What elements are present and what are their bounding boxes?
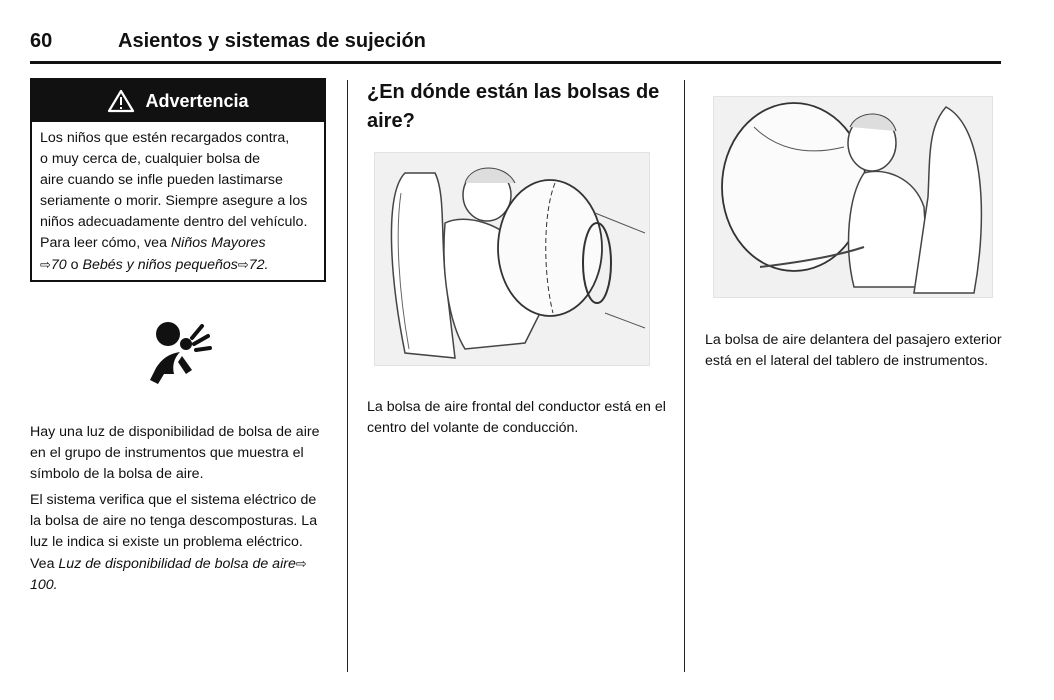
warning-ref1-link[interactable]: Niños Mayores (170, 235, 266, 251)
warning-box (30, 78, 326, 282)
paragraph: El sistema verifica que el sistema eléctrico de la bolsa de aire no tenga descomposturas. La luz le indica si existe un problema eléctrico. Vea Luz de disponibilidad de bolsa de aire⇨ 100. (30, 492, 318, 593)
column1-text (30, 422, 330, 601)
warning-line: seriamente o morir. Siempre asegure a los (40, 193, 308, 209)
warning-line: Los niños que estén recargados contra, (40, 130, 290, 146)
warning-line: ⇨70 o Bebés y niños pequeños⇨72. (40, 257, 269, 273)
reference-arrow-icon: ⇨ (237, 257, 249, 272)
passenger-airbag-illustration (713, 96, 993, 298)
reference-arrow-icon: ⇨ (295, 556, 307, 571)
airbag-light-ref-link[interactable]: Luz de disponibilidad de bolsa de aire (58, 556, 296, 572)
paragraph: Hay una luz de disponibilidad de bolsa de aire en el grupo de instrumentos que muestra el símbolo de la bolsa de aire. (30, 424, 320, 482)
airbag-symbol-icon (146, 318, 216, 388)
section-title: ¿En dónde están las bolsas de aire? (367, 81, 660, 132)
warning-header (32, 80, 324, 122)
warning-body (32, 122, 324, 276)
warning-title: Advertencia (145, 90, 249, 111)
driver-airbag-caption: La bolsa de aire frontal del conductor está en el centro del volante de conducción. (367, 399, 666, 436)
page-number: 60 (30, 30, 53, 52)
warning-line: aire cuando se infle pueden lastimarse (40, 172, 283, 188)
warning-ref2-link[interactable]: Bebés y niños pequeños (82, 257, 238, 273)
driver-airbag-illustration (374, 152, 650, 366)
column-divider (684, 80, 685, 672)
page-header (30, 28, 1000, 62)
warning-line: niños adecuadamente dentro del vehículo. (40, 214, 308, 230)
warning-line: o muy cerca de, cualquier bolsa de (40, 151, 261, 167)
passenger-airbag-caption: La bolsa de aire delantera del pasajero exterior está en el lateral del tablero de instrumentos. (705, 332, 1002, 369)
warning-line: Para leer cómo, vea Niños Mayores (40, 235, 266, 251)
chapter-title: Asientos y sistemas de sujeción (118, 30, 426, 52)
header-rule (30, 61, 1001, 64)
column-divider (347, 80, 348, 672)
reference-arrow-icon: ⇨ (40, 257, 51, 272)
warning-triangle-icon (107, 89, 135, 113)
